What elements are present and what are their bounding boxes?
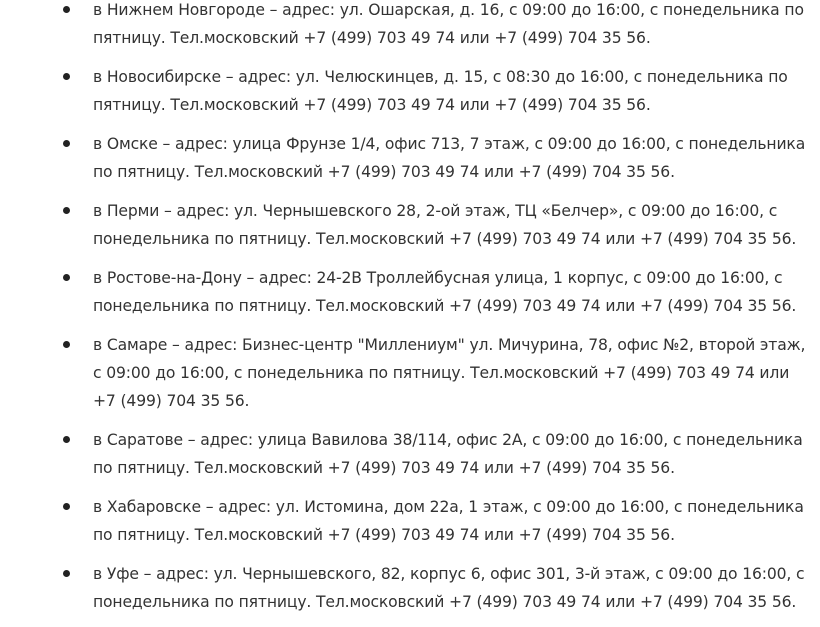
bullet-icon [63,341,70,348]
office-text: в Новосибирске – адрес: ул. Челюскинцев, д. 15, с 08:30 до 16:00, с понедельника по пятницу. Тел.московский +7 (499) 703 49 74 или +7 (499) 704 35 56. [93,68,788,114]
office-text: в Ростове-на-Дону – адрес: 24-2В Троллейбусная улица, 1 корпус, с 09:00 до 16:00, с понедельника по пятницу. Тел.московский +7 (499) 703 49 74 или +7 (499) 704 35 56. [93,269,797,315]
bullet-icon [63,436,70,443]
bullet-icon [63,274,70,281]
list-item-novosibirsk [0,63,820,119]
list-item-rostov [0,264,820,320]
office-text: в Саратове – адрес: улица Вавилова 38/114, офис 2А, с 09:00 до 16:00, с понедельника по пятницу. Тел.московский +7 (499) 703 49 74 или +7 (499) 704 35 56. [93,431,803,477]
office-text: в Перми – адрес: ул. Чернышевского 28, 2-ой этаж, ТЦ «Белчер», с 09:00 до 16:00, с понедельника по пятницу. Тел.московский +7 (499) 703 49 74 или +7 (499) 704 35 56. [93,202,797,248]
bullet-icon [63,73,70,80]
bullet-icon [63,570,70,577]
office-text: в Омске – адрес: улица Фрунзе 1/4, офис 713, 7 этаж, с 09:00 до 16:00, с понедельника по пятницу. Тел.московский +7 (499) 703 49 74 или +7 (499) 704 35 56. [93,135,806,181]
list-item-perm [0,197,820,253]
bullet-icon [63,6,70,13]
list-item-samara [0,331,820,415]
list-item-saratov [0,426,820,482]
office-text: в Уфе – адрес: ул. Чернышевского, 82, корпус 6, офис 301, 3-й этаж, с 09:00 до 16:00, с понедельника по пятницу. Тел.московский +7 (499) 703 49 74 или +7 (499) 704 35 56. [93,565,805,611]
list-item-ufa [0,560,820,616]
office-text: в Хабаровске – адрес: ул. Истомина, дом 22а, 1 этаж, с 09:00 до 16:00, с понедельника по пятницу. Тел.московский +7 (499) 703 49 74 или +7 (499) 704 35 56. [93,498,804,544]
bullet-icon [63,140,70,147]
list-item-khabarovsk [0,493,820,549]
list-item-nizhny-novgorod [0,0,820,52]
list-item-omsk [0,130,820,186]
office-text: в Самаре – адрес: Бизнес-центр "Миллениум" ул. Мичурина, 78, офис №2, второй этаж, с 09:00 до 16:00, с понедельника по пятницу. Тел.московский +7 (499) 703 49 74 или +7 (499) 704 35 56. [93,336,806,410]
bullet-icon [63,503,70,510]
bullet-icon [63,207,70,214]
office-text: в Нижнем Новгороде – адрес: ул. Ошарская, д. 16, с 09:00 до 16:00, с понедельника по пятницу. Тел.московский +7 (499) 703 49 74 или +7 (499) 704 35 56. [93,1,804,47]
